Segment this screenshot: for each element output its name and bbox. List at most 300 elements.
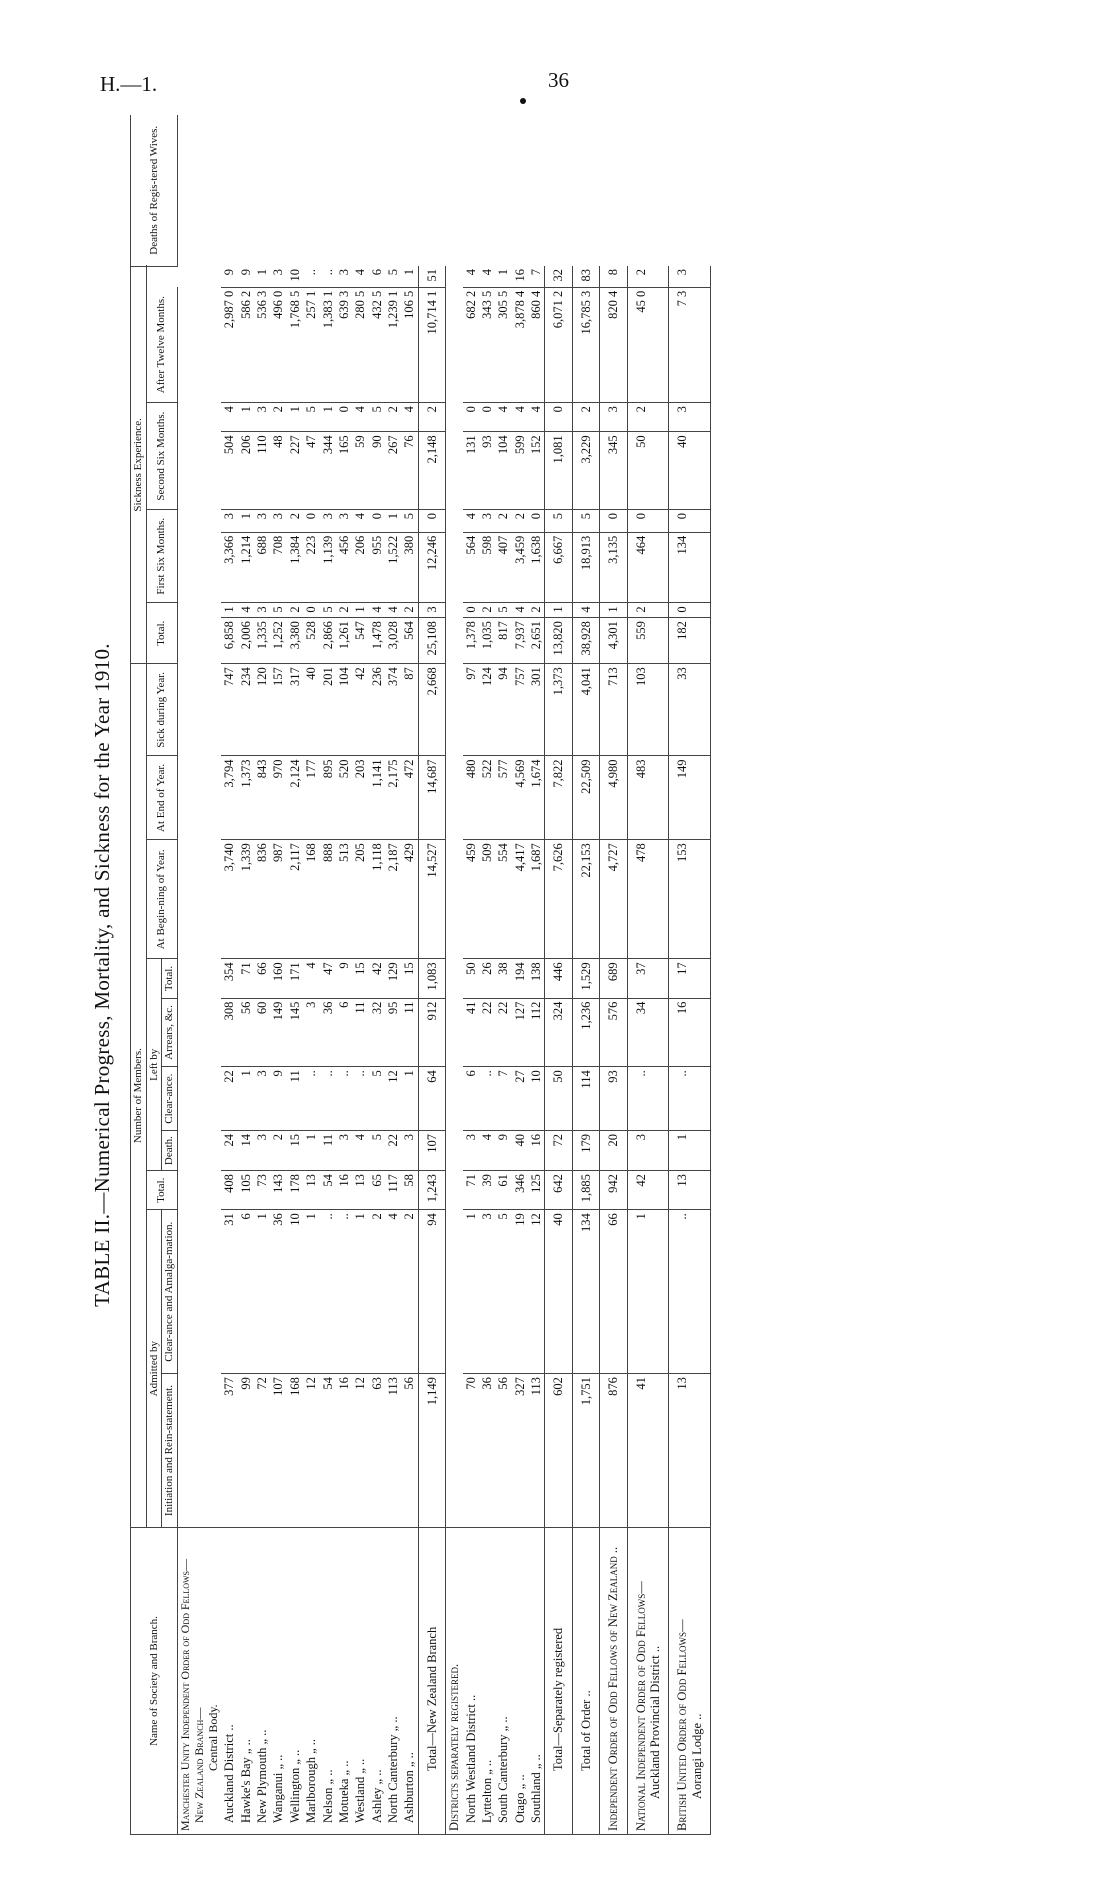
cell-beg: 168 [303, 840, 319, 959]
cell-tw: 38,928 [572, 618, 599, 664]
cell-arr: 145 [287, 998, 303, 1067]
cell-sw: 47 [303, 432, 319, 510]
cell-arr: 60 [254, 998, 270, 1067]
row-name [385, 1528, 401, 1835]
cell-beg: 888 [320, 840, 336, 959]
cell-arr: 56 [238, 998, 254, 1067]
cell-cla: 31 [221, 1210, 237, 1374]
cell-wiv: 3 [336, 266, 352, 287]
cell-sd: 2 [418, 403, 445, 432]
table-row [303, 115, 319, 1835]
cell-sw: 2,148 [418, 432, 445, 510]
cell-td: 2 [479, 603, 495, 618]
cell-clr: 11 [287, 1067, 303, 1131]
row-name [600, 1528, 627, 1835]
cell-td: 2 [627, 603, 669, 618]
cell-td: 4 [369, 603, 385, 618]
cell-sick: 234 [238, 664, 254, 756]
cell-sick: 103 [627, 664, 669, 756]
cell-arr: 11 [401, 998, 418, 1067]
row-label: National Independent Order of Odd Fellows— [633, 1581, 648, 1831]
row-label: New Plymouth „ .. [255, 1729, 270, 1823]
cell-tl: 129 [385, 959, 401, 998]
cell-fw: 1,214 [238, 532, 254, 603]
cell-sd: 0 [463, 403, 479, 432]
row-name [512, 1528, 528, 1835]
table-row [336, 115, 352, 1835]
col-second-six: Second Six Months. [146, 403, 177, 510]
cell-dea: 4 [352, 1131, 368, 1171]
cell-after-twelve: 7 3 [669, 287, 711, 402]
cell-cla: 66 [600, 1210, 627, 1374]
cell-ini: 107 [270, 1374, 286, 1528]
cell-fd: 0 [369, 510, 385, 533]
cell-arr: 576 [600, 998, 627, 1067]
table-row [270, 115, 286, 1835]
row-name [401, 1528, 418, 1835]
cell-arr: 32 [369, 998, 385, 1067]
cell-after-twelve: 106 5 [401, 287, 418, 402]
cell-tw: 559 [627, 618, 669, 664]
cell-fw: 3,366 [221, 532, 237, 603]
cell-dea: 4 [479, 1131, 495, 1171]
table-row [254, 115, 270, 1835]
cell-beg: 429 [401, 840, 418, 959]
cell-wiv: 9 [221, 266, 237, 287]
cell-beg: 1,339 [238, 840, 254, 959]
cell-tot: 16 [336, 1171, 352, 1210]
cell-clr: 10 [528, 1067, 545, 1131]
cell-sick: 120 [254, 664, 270, 756]
cell-after-twelve: 682 2 [463, 287, 479, 402]
cell-ini: 327 [512, 1374, 528, 1528]
cell-fd: 5 [572, 510, 599, 533]
cell-fw: 3,459 [512, 532, 528, 603]
cell-beg: 1,118 [369, 840, 385, 959]
table-row [352, 115, 368, 1835]
cell-arr: 22 [479, 998, 495, 1067]
cell-fw: 955 [369, 532, 385, 603]
cell-dea: 1 [303, 1131, 319, 1171]
table-row [401, 115, 418, 1835]
cell-sick: 747 [221, 664, 237, 756]
col-sick: Sick during Year. [146, 664, 177, 756]
cell-wiv: 3 [270, 266, 286, 287]
cell-dea: 24 [221, 1131, 237, 1171]
cell-td: 4 [238, 603, 254, 618]
table-title: TABLE II.—Numerical Progress, Mortality, and Sickness for the Year 1910. [90, 643, 114, 1307]
col-number-of-members: Number of Members. [131, 664, 147, 1528]
cell-arr: 3 [303, 998, 319, 1067]
cell-sd: 5 [303, 403, 319, 432]
cell-clr: .. [336, 1067, 352, 1131]
cell-tot: 58 [401, 1171, 418, 1210]
cell-sw: 59 [352, 432, 368, 510]
cell-end: 22,509 [572, 756, 599, 840]
cell-tot: 42 [627, 1171, 669, 1210]
cell-end: 577 [495, 756, 511, 840]
cell-tw: 528 [303, 618, 319, 664]
cell-end: 7,822 [545, 756, 572, 840]
cell-tl: 9 [336, 959, 352, 998]
cell-sick: 157 [270, 664, 286, 756]
cell-wiv: 4 [463, 266, 479, 287]
cell-sw: 344 [320, 432, 336, 510]
cell-fd: 2 [495, 510, 511, 533]
cell-end: 1,141 [369, 756, 385, 840]
cell-after-twelve: 432 5 [369, 287, 385, 402]
table-row [627, 115, 669, 1835]
table-row [600, 115, 627, 1835]
cell-fw: 598 [479, 532, 495, 603]
cell-after-twelve: 343 5 [479, 287, 495, 402]
row-label: Ashburton „ .. [402, 1752, 417, 1823]
col-first-six: First Six Months. [146, 510, 177, 603]
cell-end: 2,124 [287, 756, 303, 840]
cell-arr: 112 [528, 998, 545, 1067]
cell-clr: 5 [369, 1067, 385, 1131]
cell-ini: 1,751 [572, 1374, 599, 1528]
cell-clr: .. [669, 1067, 711, 1131]
cell-tw: 1,378 [463, 618, 479, 664]
cell-sick: 713 [600, 664, 627, 756]
cell-cla: 1 [254, 1210, 270, 1374]
cell-clr: 9 [270, 1067, 286, 1131]
cell-td: 1 [600, 603, 627, 618]
cell-wiv: 32 [545, 266, 572, 287]
cell-tl: 138 [528, 959, 545, 998]
cell-fd: 1 [238, 510, 254, 533]
col-sickness-experience: Sickness Experience. [131, 266, 147, 664]
cell-sd: 1 [320, 403, 336, 432]
cell-sw: 599 [512, 432, 528, 510]
cell-sd: 3 [600, 403, 627, 432]
cell-beg: 2,187 [385, 840, 401, 959]
cell-wiv: 6 [369, 266, 385, 287]
cell-end: 520 [336, 756, 352, 840]
cell-tl: 1,083 [418, 959, 445, 998]
cell-ini: 168 [287, 1374, 303, 1528]
row-label: Independent Order of Odd Fellows of New Zealand .. [606, 1546, 621, 1831]
cell-arr: 308 [221, 998, 237, 1067]
cell-td: 2 [401, 603, 418, 618]
cell-sd: 4 [495, 403, 511, 432]
cell-td: 5 [320, 603, 336, 618]
cell-fw: 1,522 [385, 532, 401, 603]
cell-tw: 2,006 [238, 618, 254, 664]
cell-after-twelve: 2,987 0 [221, 287, 237, 402]
cell-beg: 14,527 [418, 840, 445, 959]
cell-beg: 4,727 [600, 840, 627, 959]
cell-tw: 3,028 [385, 618, 401, 664]
cell-end: 522 [479, 756, 495, 840]
cell-sw: 206 [238, 432, 254, 510]
cell-after-twelve: 639 3 [336, 287, 352, 402]
cell-beg: 1,687 [528, 840, 545, 959]
cell-fd: 0 [627, 510, 669, 533]
cell-tw: 564 [401, 618, 418, 664]
cell-clr: 7 [495, 1067, 511, 1131]
col-name: Name of Society and Branch. [131, 1528, 178, 1835]
cell-cla: 3 [479, 1210, 495, 1374]
cell-sw: 3,229 [572, 432, 599, 510]
cell-sd: 1 [238, 403, 254, 432]
cell-end: 480 [463, 756, 479, 840]
cell-after-twelve: 280 5 [352, 287, 368, 402]
row-label: South Canterbury „ .. [496, 1716, 511, 1823]
col-sick-total: Total. [146, 603, 177, 664]
cell-after-twelve: 1,239 1 [385, 287, 401, 402]
row-name [545, 1528, 572, 1835]
cell-fd: 5 [545, 510, 572, 533]
cell-tot: 61 [495, 1171, 511, 1210]
cell-cla: 36 [270, 1210, 286, 1374]
cell-end: 4,980 [600, 756, 627, 840]
cell-fd: 4 [463, 510, 479, 533]
row-label: Lyttelton „ .. [479, 1759, 494, 1823]
cell-beg: 987 [270, 840, 286, 959]
cell-sick: 374 [385, 664, 401, 756]
cell-beg: 554 [495, 840, 511, 959]
cell-fw: 6,667 [545, 532, 572, 603]
row-label: Total of Order .. [578, 1690, 593, 1771]
cell-cla: 2 [401, 1210, 418, 1374]
cell-sw: 50 [627, 432, 669, 510]
row-name [627, 1528, 669, 1835]
cell-tot: 117 [385, 1171, 401, 1210]
cell-beg: 7,626 [545, 840, 572, 959]
cell-tot: 71 [463, 1171, 479, 1210]
cell-sd: 4 [352, 403, 368, 432]
cell-tl: 689 [600, 959, 627, 998]
row-label: North Westland District .. [463, 1694, 478, 1823]
table-row [545, 115, 572, 1835]
cell-fd: 2 [512, 510, 528, 533]
cell-sick: 104 [336, 664, 352, 756]
cell-fd: 1 [385, 510, 401, 533]
cell-sw: 76 [401, 432, 418, 510]
cell-cla: 19 [512, 1210, 528, 1374]
cell-clr: .. [627, 1067, 669, 1131]
cell-sw: 227 [287, 432, 303, 510]
row-name [572, 1528, 599, 1835]
cell-tl: 171 [287, 959, 303, 998]
table-row [385, 115, 401, 1835]
cell-td: 2 [336, 603, 352, 618]
table-body [177, 115, 710, 1835]
cell-td: 4 [572, 603, 599, 618]
table-row [369, 115, 385, 1835]
col-initiation: Initiation and Rein-statement. [162, 1374, 178, 1528]
cell-cla: 1 [352, 1210, 368, 1374]
cell-tw: 1,035 [479, 618, 495, 664]
row-sublabel: Aorangi Lodge .. [689, 1713, 704, 1799]
cell-td: 1 [352, 603, 368, 618]
row-name [495, 1528, 511, 1835]
cell-beg: 3,740 [221, 840, 237, 959]
cell-td: 0 [303, 603, 319, 618]
cell-tot: 13 [303, 1171, 319, 1210]
cell-cla: 40 [545, 1210, 572, 1374]
table-row [221, 115, 237, 1835]
cell-td: 4 [512, 603, 528, 618]
cell-arr: 16 [669, 998, 711, 1067]
cell-after-twelve: 1,768 5 [287, 287, 303, 402]
cell-sd: 0 [545, 403, 572, 432]
cell-ini: 41 [627, 1374, 669, 1528]
cell-ini: 72 [254, 1374, 270, 1528]
cell-ini: 70 [463, 1374, 479, 1528]
cell-fw: 1,384 [287, 532, 303, 603]
cell-td: 2 [528, 603, 545, 618]
cell-clr: .. [479, 1067, 495, 1131]
row-label: Hawke's Bay „ .. [238, 1739, 253, 1823]
col-total-left: Total. [162, 959, 178, 998]
cell-wiv: 10 [287, 266, 303, 287]
cell-tl: 26 [479, 959, 495, 998]
cell-dea: 20 [600, 1131, 627, 1171]
cell-end: 2,175 [385, 756, 401, 840]
cell-end: 1,674 [528, 756, 545, 840]
col-at-end: At End of Year. [146, 756, 177, 840]
cell-cla: 1 [463, 1210, 479, 1374]
row-label: Marlborough „ .. [304, 1738, 319, 1823]
cell-fw: 134 [669, 532, 711, 603]
cell-tw: 13,820 [545, 618, 572, 664]
cell-beg: 4,417 [512, 840, 528, 959]
cell-ini: 56 [401, 1374, 418, 1528]
cell-arr: 41 [463, 998, 479, 1067]
cell-fd: 3 [270, 510, 286, 533]
cell-arr: 34 [627, 998, 669, 1067]
cell-sw: 267 [385, 432, 401, 510]
cell-wiv: 4 [479, 266, 495, 287]
cell-tw: 547 [352, 618, 368, 664]
cell-arr: 95 [385, 998, 401, 1067]
cell-dea: 2 [270, 1131, 286, 1171]
row-label: Motueka „ .. [336, 1760, 351, 1823]
cell-tw: 6,858 [221, 618, 237, 664]
cell-wiv: .. [320, 266, 336, 287]
cell-td: 1 [221, 603, 237, 618]
cell-dea: 3 [463, 1131, 479, 1171]
cell-clr: .. [352, 1067, 368, 1131]
cell-tw: 3,380 [287, 618, 303, 664]
cell-dea: 11 [320, 1131, 336, 1171]
col-arrears: Arrears, &c. [162, 998, 178, 1067]
cell-after-twelve: 3,878 4 [512, 287, 528, 402]
cell-cla: 134 [572, 1210, 599, 1374]
row-label: British United Order of Odd Fellows— [675, 1619, 690, 1831]
cell-tw: 4,301 [600, 618, 627, 664]
row-name [669, 1528, 711, 1835]
cell-wiv: 2 [627, 266, 669, 287]
row-name [463, 1528, 479, 1835]
cell-ini: 602 [545, 1374, 572, 1528]
cell-sd: 0 [479, 403, 495, 432]
cell-after-twelve: 6,071 2 [545, 287, 572, 402]
table-row [512, 115, 528, 1835]
cell-fd: 3 [336, 510, 352, 533]
cell-after-twelve: 45 0 [627, 287, 669, 402]
table-row [320, 115, 336, 1835]
col-admitted-by: Admitted by [146, 1210, 162, 1528]
cell-ini: 54 [320, 1374, 336, 1528]
cell-wiv: 5 [385, 266, 401, 287]
cell-tw: 2,651 [528, 618, 545, 664]
table-row [479, 115, 495, 1835]
cell-tot: 39 [479, 1171, 495, 1210]
cell-clr: 3 [254, 1067, 270, 1131]
cell-fw: 12,246 [418, 532, 445, 603]
cell-td: 0 [669, 603, 711, 618]
cell-sw: 93 [479, 432, 495, 510]
cell-beg: 153 [669, 840, 711, 959]
cell-after-twelve: 1,383 1 [320, 287, 336, 402]
cell-wiv: 1 [495, 266, 511, 287]
cell-sw: 152 [528, 432, 545, 510]
cell-fw: 708 [270, 532, 286, 603]
cell-sd: 2 [270, 403, 286, 432]
cell-end: 843 [254, 756, 270, 840]
cell-sw: 40 [669, 432, 711, 510]
row-name [479, 1528, 495, 1835]
cell-ini: 377 [221, 1374, 237, 1528]
cell-sd: 5 [369, 403, 385, 432]
cell-beg: 509 [479, 840, 495, 959]
cell-ini: 63 [369, 1374, 385, 1528]
document-code: H.—1. [100, 72, 158, 96]
cell-tot: 54 [320, 1171, 336, 1210]
cell-arr: 324 [545, 998, 572, 1067]
cell-sick: 236 [369, 664, 385, 756]
cell-dea: 16 [528, 1131, 545, 1171]
cell-ini: 113 [528, 1374, 545, 1528]
cell-fw: 407 [495, 532, 511, 603]
cell-dea: 179 [572, 1131, 599, 1171]
cell-wiv: 3 [669, 266, 711, 287]
row-label: Total—New Zealand Branch [424, 1626, 439, 1771]
cell-tl: 1,529 [572, 959, 599, 998]
cell-sick: 4,041 [572, 664, 599, 756]
row-name [320, 1528, 336, 1835]
section-manchester: Manchester Unity Independent Order of Odd Fellows— [177, 1559, 192, 1831]
cell-clr: 1 [401, 1067, 418, 1131]
cell-sick: 1,373 [545, 664, 572, 756]
cell-ini: 113 [385, 1374, 401, 1528]
cell-tot: 13 [352, 1171, 368, 1210]
cell-beg: 478 [627, 840, 669, 959]
cell-td: 4 [385, 603, 401, 618]
cell-sd: 2 [385, 403, 401, 432]
cell-tot: 65 [369, 1171, 385, 1210]
cell-after-twelve: 16,785 3 [572, 287, 599, 402]
row-label: Auckland District .. [222, 1724, 237, 1823]
cell-tot: 105 [238, 1171, 254, 1210]
cell-sick: 94 [495, 664, 511, 756]
cell-fw: 206 [352, 532, 368, 603]
cell-tl: 66 [254, 959, 270, 998]
cell-td: 1 [545, 603, 572, 618]
cell-wiv: 1 [254, 266, 270, 287]
cell-sw: 345 [600, 432, 627, 510]
col-clearance: Clear-ance. [162, 1067, 178, 1131]
cell-sick: 301 [528, 664, 545, 756]
section-row [446, 115, 463, 1835]
cell-end: 483 [627, 756, 669, 840]
cell-end: 203 [352, 756, 368, 840]
cell-fd: 5 [401, 510, 418, 533]
